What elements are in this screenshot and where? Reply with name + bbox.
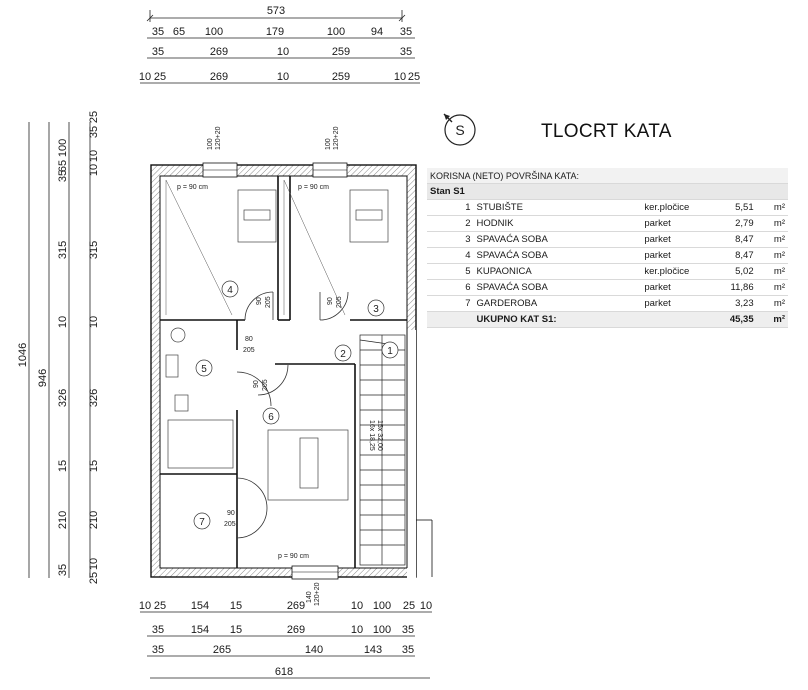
dim-top-r1-2: 100: [204, 26, 224, 38]
room-7-marker: 7: [199, 517, 205, 528]
row-room: SPAVAĆA SOBA: [474, 280, 642, 296]
stairs-label-2: 15x 32,00: [376, 420, 383, 451]
dim-left-i-9: 10: [88, 557, 100, 571]
dim-left-o-5: 326: [57, 388, 69, 408]
dim-bot-r2-4: 10: [350, 624, 364, 636]
row-num: 7: [427, 296, 474, 312]
door-bath-h: 205: [243, 347, 255, 354]
room-5-marker: 5: [201, 364, 207, 375]
left-dimensions: [29, 122, 90, 578]
door-room7-w: 90: [227, 510, 235, 517]
row-room: KUPAONICA: [474, 264, 642, 280]
dim-left-i-4: 315: [88, 240, 100, 260]
row-unit: m²: [757, 296, 788, 312]
north-arrow: [440, 110, 480, 155]
top-dimension-texts: [139, 5, 420, 83]
total-label: UKUPNO KAT S1:: [474, 312, 642, 328]
dim-top-r3-3: 10: [276, 71, 290, 83]
row-num: 1: [427, 200, 474, 216]
row-unit: m²: [757, 232, 788, 248]
parapet-3: p = 90 cm: [278, 553, 309, 560]
room-4-marker: 4: [227, 285, 233, 296]
win-top-left-2: 120+20: [215, 126, 222, 150]
dim-top-r1-1: 65: [172, 26, 186, 38]
row-unit: m²: [757, 216, 788, 232]
dim-bot-total: 618: [274, 666, 294, 678]
row-floor: parket: [641, 216, 710, 232]
row-floor: parket: [641, 248, 710, 264]
table-total-row: [427, 312, 788, 328]
dim-top-r2-3: 259: [331, 46, 351, 58]
row-floor: parket: [641, 296, 710, 312]
dim-bot-r3-3: 143: [363, 644, 383, 656]
dim-bot-r2-2: 15: [229, 624, 243, 636]
win-top-left-1: 100: [207, 138, 214, 150]
dim-top-total: 573: [266, 5, 286, 17]
dim-top-r3-2: 269: [209, 71, 229, 83]
dim-left-i-6: 326: [88, 388, 100, 408]
door-room4-h: 205: [265, 296, 272, 308]
dim-left-o-4: 10: [57, 315, 69, 329]
parapet-2: p = 90 cm: [298, 184, 329, 191]
row-room: SPAVAĆA SOBA: [474, 248, 642, 264]
dim-bot-r2-6: 35: [401, 624, 415, 636]
door-bath-w: 80: [245, 336, 253, 343]
table-row: [427, 264, 788, 280]
total-unit: m²: [757, 312, 788, 328]
table-row: [427, 280, 788, 296]
dim-left-sub: 946: [37, 368, 49, 388]
table-row: [427, 248, 788, 264]
dim-bot-r2-1: 154: [190, 624, 210, 636]
dim-bot-r1-1: 25: [153, 600, 167, 612]
row-area: 8,47: [710, 232, 757, 248]
dim-left-i-10: 25: [88, 571, 100, 585]
stairs-label-1: 16x 18,25: [368, 420, 375, 451]
row-area: 8,47: [710, 248, 757, 264]
left-dimension-texts: [17, 111, 100, 584]
dim-bot-r3-1: 265: [212, 644, 232, 656]
dim-bot-r1-0: 10: [138, 600, 152, 612]
dim-bot-r2-3: 269: [286, 624, 306, 636]
dim-left-o-2: 35: [57, 169, 69, 183]
win-top-right-2: 120+20: [333, 126, 340, 150]
row-num: 3: [427, 232, 474, 248]
compass-icon: [440, 110, 480, 150]
door-room4-w: 90: [256, 297, 263, 305]
row-unit: m²: [757, 248, 788, 264]
door-room7-h: 205: [224, 521, 236, 528]
door-room3-h: 205: [336, 296, 343, 308]
table-unit-row: [427, 184, 788, 200]
dim-bot-r1-4: 269: [286, 600, 306, 612]
dim-top-r2-0: 35: [151, 46, 165, 58]
dim-left-i-3: 10: [88, 163, 100, 177]
table-caption: KORISNA (NETO) POVRŠINA KATA:: [427, 168, 788, 184]
row-unit: m²: [757, 200, 788, 216]
compass-letter: S: [455, 122, 465, 138]
dim-bot-r1-7: 25: [402, 600, 416, 612]
dim-top-r3-5: 10: [393, 71, 407, 83]
dim-bot-r1-6: 100: [372, 600, 392, 612]
dim-bot-r3-0: 35: [151, 644, 165, 656]
dim-left-i-2: 10: [88, 149, 100, 163]
dim-left-o-6: 15: [57, 459, 69, 473]
dim-top-r3-4: 259: [331, 71, 351, 83]
row-area: 5,02: [710, 264, 757, 280]
dim-top-r3-1: 25: [153, 71, 167, 83]
table-row: [427, 232, 788, 248]
table-unit-name: Stan S1: [427, 184, 788, 200]
dim-top-r3-0: 10: [138, 71, 152, 83]
dim-left-i-7: 15: [88, 459, 100, 473]
dim-top-r1-6: 35: [399, 26, 413, 38]
dim-bot-r3-4: 35: [401, 644, 415, 656]
door-room3-w: 90: [327, 297, 334, 305]
dim-bot-r2-0: 35: [151, 624, 165, 636]
dim-top-r1-4: 100: [326, 26, 346, 38]
dim-top-r1-0: 35: [151, 26, 165, 38]
dim-top-r2-2: 10: [276, 46, 290, 58]
room-1-marker: 1: [387, 346, 393, 357]
row-unit: m²: [757, 280, 788, 296]
dim-bot-r1-2: 154: [190, 600, 210, 612]
row-num: 6: [427, 280, 474, 296]
dim-left-i-0: 35: [88, 125, 100, 139]
area-table: [427, 168, 788, 328]
win-bottom-2: 120+20: [314, 582, 321, 606]
dim-bot-r1-3: 15: [229, 600, 243, 612]
win-top-right-1: 100: [325, 138, 332, 150]
dim-left-o-3: 315: [57, 240, 69, 260]
row-room: HODNIK: [474, 216, 642, 232]
row-room: STUBIŠTE: [474, 200, 642, 216]
dim-left-o-8: 35: [57, 563, 69, 577]
dim-top-r2-1: 269: [209, 46, 229, 58]
row-floor: parket: [641, 232, 710, 248]
win-bottom-1: 140: [306, 591, 313, 603]
page-title: TLOCRT KATA: [541, 121, 672, 142]
row-room: GARDEROBA: [474, 296, 642, 312]
table-caption-row: [427, 168, 788, 184]
dim-bot-r3-2: 140: [304, 644, 324, 656]
row-num: 4: [427, 248, 474, 264]
dim-left-o-7: 210: [57, 510, 69, 530]
table-row: [427, 216, 788, 232]
row-num: 2: [427, 216, 474, 232]
total-area: 45,35: [710, 312, 757, 328]
dim-bot-r1-5: 10: [350, 600, 364, 612]
table-row: [427, 200, 788, 216]
dim-top-r1-3: 179: [265, 26, 285, 38]
parapet-1: p = 90 cm: [177, 184, 208, 191]
row-room: SPAVAĆA SOBA: [474, 232, 642, 248]
row-unit: m²: [757, 264, 788, 280]
dim-bot-r2-5: 100: [372, 624, 392, 636]
dim-left-i-8: 210: [88, 510, 100, 530]
row-area: 11,86: [710, 280, 757, 296]
room-2-marker: 2: [340, 349, 346, 360]
dim-left-i-1: 25: [88, 110, 100, 124]
row-area: 3,23: [710, 296, 757, 312]
table-row: [427, 296, 788, 312]
dim-top-r1-5: 94: [370, 26, 384, 38]
dim-left-o-0: 100: [57, 138, 69, 158]
dim-left-total: 1046: [17, 342, 29, 368]
row-floor: ker.pločice: [641, 264, 710, 280]
room-6-marker: 6: [268, 412, 274, 423]
row-floor: ker.pločice: [641, 200, 710, 216]
door-room6-w: 90: [253, 380, 260, 388]
dim-left-o-1: 65: [57, 159, 69, 173]
row-num: 5: [427, 264, 474, 280]
dim-left-i-5: 10: [88, 315, 100, 329]
dim-bot-r1-8: 10: [419, 600, 433, 612]
door-room6-h: 205: [262, 379, 269, 391]
row-area: 5,51: [710, 200, 757, 216]
dim-top-r2-4: 35: [399, 46, 413, 58]
row-floor: parket: [641, 280, 710, 296]
walls: [151, 163, 432, 579]
dim-top-r3-6: 25: [407, 71, 421, 83]
row-area: 2,79: [710, 216, 757, 232]
room-3-marker: 3: [373, 304, 379, 315]
